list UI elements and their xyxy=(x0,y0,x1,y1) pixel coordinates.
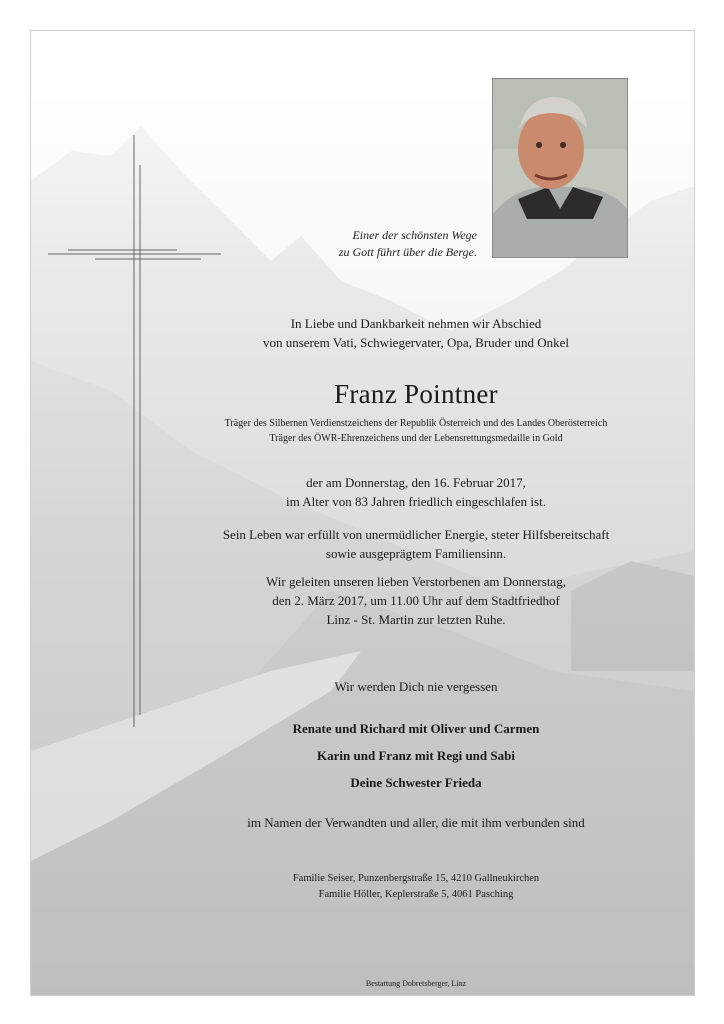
funeral-details xyxy=(131,572,695,629)
death-line: der am Donnerstag, den 16. Februar 2017, xyxy=(306,475,526,490)
farewell-text: Wir werden Dich nie vergessen xyxy=(334,679,498,694)
life-line: Sein Leben war erfüllt von unermüdlicher Energie, steter Hilfsbereitschaft xyxy=(222,527,610,542)
intro-line: von unserem Vati, Schwiegervater, Opa, Bruder und Onkel xyxy=(262,335,570,350)
family-addresses xyxy=(131,871,695,903)
mourner-line: Deine Schwester Frieda xyxy=(350,775,482,790)
death-line: im Alter von 83 Jahren friedlich eingeschlafen ist. xyxy=(286,494,546,509)
funeral-line: den 2. März 2017, um 11.00 Uhr auf dem Stadtfriedhof xyxy=(272,593,560,608)
honor-line: Träger des ÖWR-Ehrenzeichens und der Lebensrettungsmedaille in Gold xyxy=(269,433,563,444)
undertaker-credit: Bestattung Dobretsberger, Linz xyxy=(365,979,467,988)
portrait-photo xyxy=(492,78,628,258)
quote-line: Einer der schönsten Wege xyxy=(352,228,477,242)
funeral-line: Wir geleiten unseren lieben Verstorbenen am Donnerstag, xyxy=(266,574,566,589)
life-line: sowie ausgeprägtem Familiensinn. xyxy=(325,546,507,561)
quote xyxy=(221,227,477,261)
intro-text xyxy=(131,314,695,352)
death-notice xyxy=(131,473,695,511)
honors xyxy=(131,416,695,446)
deceased-name: Franz Pointner xyxy=(334,379,498,409)
mourner-line: Renate und Richard mit Oliver und Carmen xyxy=(292,721,540,736)
relatives-text: im Namen der Verwandten und aller, die mit ihm verbunden sind xyxy=(247,815,585,830)
mourner-line: Karin und Franz mit Regi und Sabi xyxy=(317,748,515,763)
address-line: Familie Seiser, Punzenbergstraße 15, 4210 Gallneukirchen xyxy=(292,873,540,884)
obituary-card xyxy=(30,30,695,996)
funeral-line: Linz - St. Martin zur letzten Ruhe. xyxy=(326,612,506,627)
life-description xyxy=(131,525,695,563)
address-line: Familie Höller, Keplerstraße 5, 4061 Pasching xyxy=(318,889,514,900)
intro-line: In Liebe und Dankbarkeit nehmen wir Abschied xyxy=(290,316,542,331)
quote-line: zu Gott führt über die Berge. xyxy=(338,245,477,259)
honor-line: Träger des Silbernen Verdienstzeichens der Republik Österreich und des Landes Oberösterreich xyxy=(224,418,608,429)
